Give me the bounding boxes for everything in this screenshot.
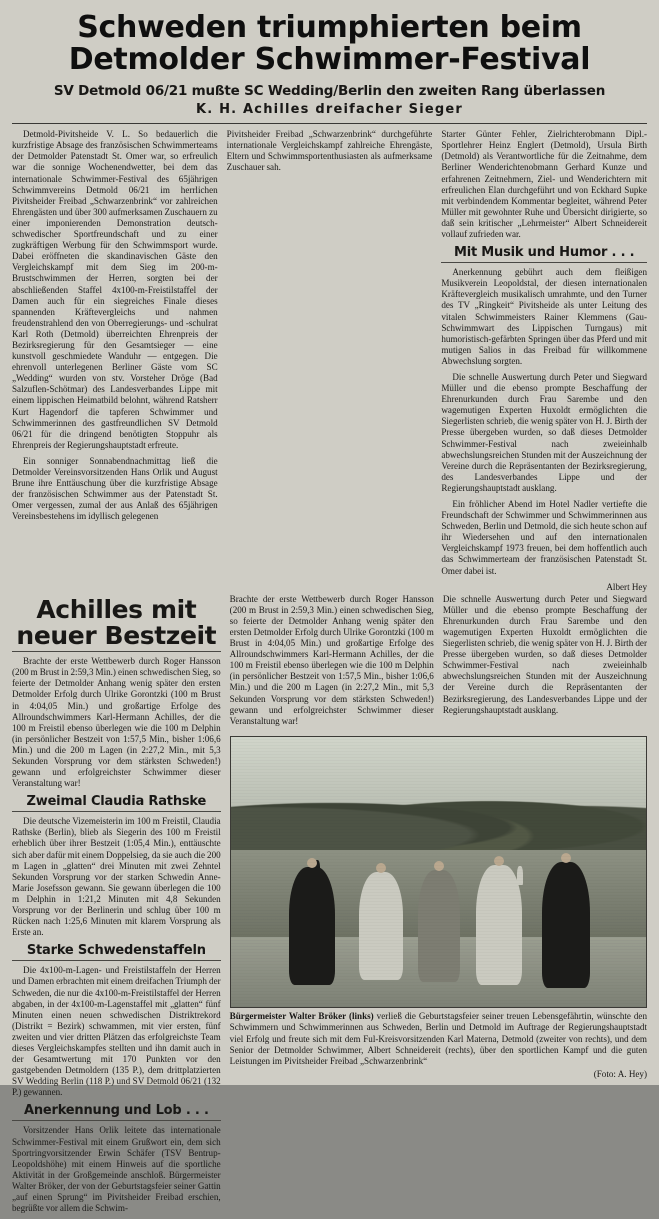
subheadline-2: K. H. Achilles dreifacher Sieger (195, 102, 464, 118)
photo-image (230, 736, 647, 1008)
lead-paragraph-2: Ein sonniger Sonnabendnachmittag ließ die Detmolder Vereinsvorsitzenden Hans Orlik und August Brune ihre Enttäuschung über die kurzfristige Absage der französischen Schwimmer aus der Patenstadt St. Omer vergessen, zumal der aus Anlaß des 65jährigen Vereinsbestehens im idyllisch gelegenen (12, 455, 218, 522)
lower-column-3 (443, 594, 647, 732)
lead-paragraph-3: Pivitsheider Freibad „Schwarzenbrink“ durchgeführte internationale Vergleichskampf zahlreiche Ehrengäste, Eltern und Schwimmsportenthusiasten als aufmerksame Zuschauer sah. (226, 129, 433, 173)
section-title-staffeln: Starke Schwedenstaffeln (26, 943, 206, 959)
photo-person-4-head (494, 856, 504, 866)
photo-trees (231, 785, 646, 855)
section-title-rathske: Zweimal Claudia Rathske (26, 794, 207, 810)
photo-block (230, 736, 647, 1080)
lead-columns (12, 129, 647, 591)
photo-credit: (Foto: A. Hey) (593, 1068, 647, 1079)
photo-person-1-head (307, 858, 317, 868)
lead-paragraph-1: Detmold-Pivitsheide V. L. So bedauerlich die kurzfristige Absage des französischen Schwimmerteams der Detmolder Patenstadt St. Omer war, so erfreulich war die sonnige Wochenendwetter, bei dem das internationale Schwimmer-Festival des 65jährigen Schwimmvereins Detmold 06/21 im herrlichen Pivitsheider Freibad „Schwarzenbrink“ vor zahlreichen Ehrengästen und über 300 aufmerksamen Zuschauern zu einer imponierenden Demonstration deutsch-schwedischer Sportfreundschaft und zu einer zugkräftigen Werbung für den Schwimmsport wurde. Dabei eröffneten die skandinavischen Gäste den Vergleichskampf mit dem Sieg im 200-m-Brustschwimmen der Herren, sorgten bei der abschließenden Staffel 4x100-m-Freistilstaffel der Damen auch für ein siegreiches Finale dieses spannenden Kräftevergleichs und nahmen freudenstrahlend den von Oberregierungs- und -schulrat Karl Roth (Detmold) überreichten Ehrenpreis der Bezirksregierung für den Gesamtsieger — eine kunstvoll geschmiedete Wanduhr — entgegen. Die ehrenvoll unterlegenen Berliner Gäste vom SC „Wedding“ wurden von stv. Vorsteher Dröge (Bad Salzuflen-Schötmar) des Landesverbandes Lippe mit einem lippischen Heimatbild belohnt, während Ratsherr Kurt Hagendorf die tapferen Schwimmer und Schwimmerinnen des gastfreundlichen SV Detmold 06/21 für die dringend benötigten Stoppuhr als Ehrenpreis der Regierungshauptstadt erfreute. (12, 129, 218, 450)
article-byline: Albert Hey (606, 581, 648, 592)
photo-caption-lead: Bürgermeister Walter Bröker (links) (229, 1010, 374, 1021)
music-humor-paragraph-1: Anerkennung gebührt auch dem fleißigen Musikverein Leopoldstal, der diesen internationalen Kräftevergleich musikalisch umrahmte, und den Turner des TV „Ringkeit“ Pivitsheide als unter Leitung des vitalen Schwimmeisters Rainer Klemmens (Gau-Schwimmwart des Lippischen Turngaus) mit humoristisch-gefärbten Springen über das Pferd und mit mutigen Salios in das Freibad für willkommene Abwechslung sorgten. (441, 267, 648, 366)
anerkennung-paragraph-1: Vorsitzender Hans Orlik leitete das internationale Schwimmer-Festival mit einem Grußwort ein, dem sich Sportringvorsitzender Erwin Schäfer (TSV Bentrup-Leopoldshöhe) mit einem Hinweis auf die sportliche Aktivität in der Großgemeinde anschloß. Bürgermeister Walter Bröker, der von der Geburtstagsfeier seiner Gattin „auf einen Sprung“ im Pivitsheider Freibad erschien, begrüßte vor allem die Schwim- (12, 1125, 221, 1214)
achilles-paragraph-1: Brachte der erste Wettbewerb durch Roger Hansson (200 m Brust in 2:59,3 Min.) einen schwedischen Sieg, so feierte der Detmolder Anhang wenig später den ersten Detmolder Erfolg durch Ulrike Gorontzki (100 m Brust in 4:04,05 Min.) und großartige Erfolge des Allroundschwimmers Karl-Hermann Achilles, der die 100 m Freistil ebenso überlegen wie die 100 m Delphin (in persönlicher Bestzeit von 1:57,5 Min., bisher 1:06,6 Min.) und die 200 m Lagen (in 2:27,2 Min., mit 5,3 Sekunden Vorsprung vor dem stärksten Schweden!) gewann und erfolgreichster Schwimmer dieser Veranstaltung war! (12, 656, 221, 789)
photo-caption (230, 1011, 647, 1080)
lead-paragraph-4: Starter Günter Fehler, Zielrichterobmann Dipl.-Sportlehrer Heinz Englert (Detmold), Ursula Birth (Detmold) als Verantwortliche für die Zeitnahme, dem Berliner Wenderichtenobmann Gerhard Kunze und erfahrenen Zeitnehmern, Ziel- und Wenderichtern mit erfreulichen Elan durchgeführt und von Eckhard Supke mit verbindendem Kommentar begleitet, während Peter Müller mit gewohnter Ruhe und Übersicht dirigierte, so daß sein kritischer „Lehrmeister“ Albert Schneidereit vollauf zufrieden war. (441, 129, 648, 240)
photo-person-5 (542, 862, 590, 988)
headline-line-1: Schweden triumphierten beim (77, 10, 582, 45)
lower-right-text-row (230, 594, 647, 732)
photo-person-3 (418, 870, 460, 982)
rathske-paragraph-1: Die deutsche Vizemeisterin im 100 m Freistil, Claudia Rathske (Berlin), blieb als Siegerin des 100 m Freistil erheblich über ihrer Bestzeit (1:05,4 Min.), enttäuschte sich aber dafür mit einem Doppelsieg, da sie auch die 200 m Lagen in „glatten“ drei Minuten mit zwei Zehntel Sekunden Vorsprung vor der starken Schwedin Anne-Marie Josefsson gewann. Sie gewann überlegen die 100 m Delphin in 1:21,2 Minuten mit 4,8 Sekunden Vorsprung vor der Berlinerin und schlug über 100 m Rücken nach 1:25,6 Minuten mit klarem Vorsprung als Erste an. (12, 816, 221, 938)
photo-caption-text: verließ die Geburtstagsfeier seiner treuen Lebensgefährtin, wünschte den Schwimmern und Schwimmerinnen aus Schweden, Berlin und Detmold im Auftrage der Regierungshauptstadt viel Erfolg und freute sich mit dem Ful-Kreisvorsitzenden Karl Materna, Detmold (zweiter von rechts), und dem Senior der Detmolder Schwimmer, Albert Schneidereit (rechts), über den sportlichen Kampf und die guten Leistungen im Pivitsheider Freibad „Schwarzenbrink“ (229, 1010, 647, 1067)
anerkennung-divider (12, 1120, 221, 1121)
photo-background-figure-2 (517, 866, 523, 885)
staffeln-paragraph-1: Die 4x100-m-Lagen- und Freistilstaffeln der Herren und Damen erbrachten mit einem dreifachen Triumph der Schweden, die nur die 4x100-m-Freistilstaffel der Herren abgaben, in der 4x100-m-Lagenstaffel mit „glatten“ fünf Minuten einen neuen schwedischen Distriktrekord (Distrikt = Bezirk) schwammen, mit vier ersten, fünf zweiten und vier dritten Plätzen das erfolgreichste Team dieses Vergleichskampfes stellten und ihn damit auch in der Gesamtwertung mit 170 Punkten vor den gastgebenden Detmoldern (135 P.), dem drittplatzierten SV Wedding Berlin (118 P.) und SV Detmold 06/21 (132 P.) gewannen. (12, 965, 221, 1098)
lower-column-2 (230, 594, 434, 732)
lower-zone (12, 594, 647, 1219)
achilles-continuation: Brachte der erste Wettbewerb durch Roger Hansson (200 m Brust in 2:59,3 Min.) einen schwedischen Sieg, so feierte der Detmolder Anhang wenig später den ersten Detmolder Erfolg durch Ulrike Gorontzki (100 m Brust in 4:04,05 Min.) und großartige Erfolge des Allroundschwimmers Karl-Hermann Achilles, der die 100 m Freistil ebenso überlegen wie die 100 m Delphin (in persönlicher Bestzeit von 1:57,5 Min., bisher 1:06,6 Min.) und die 200 m Lagen (in 2:27,2 Min., mit 5,3 Sekunden Vorsprung vor dem stärksten Schweden!) gewann und erfolgreichster Schwimmer dieser Veranstaltung war! (229, 593, 434, 726)
music-humor-paragraph-2: Die schnelle Auswertung durch Peter und Siegward Müller und die ebenso prompte Beschaffung der Ehrenurkunden durch Frau Sarembe und den wagemutigen Experten Huxoldt ermöglichten die Siegerlisten schrieb, die wenig später von H. J. Birth der Presse übergeben wurden, so daß dieses Detmolder Schwimmer-Festival nach zweieinhalb abwechslungsreichen Stunden mit der Auszeichnung der Vereine durch die Repräsentanten der Bezirksregierung, des Landesverbandes Lippe und der Regierungshauptstadt ausklang. (441, 371, 648, 493)
headline-line-2: Detmolder Schwimmer-Festival (68, 42, 591, 78)
staffeln-divider (12, 960, 221, 961)
lead-column-2 (227, 129, 433, 178)
photo-person-3-head (434, 861, 444, 871)
achilles-divider (12, 651, 221, 652)
photo-person-1 (289, 867, 335, 985)
music-humor-divider (441, 262, 647, 263)
lead-column-1 (12, 129, 218, 527)
headline-block (12, 12, 647, 117)
section-title-music-humor: Mit Musik und Humor . . . (453, 245, 635, 261)
photo-person-2 (359, 872, 403, 980)
music-humor-paragraph-3: Ein fröhlicher Abend im Hotel Nadler vertiefte die Freundschaft der Schwimmer und Schwimmerinnen aus Schweden, Berlin und Detmold, die sich heute schon auf ihr Wiedersehen und auf den internationalen Vergleichskampf 1973 freuen, bei dem hoffentlich auch das Schwimmerteam der französischen Patenstadt St. Omer dabei ist. (441, 499, 648, 576)
music-humor-continuation: Die schnelle Auswertung durch Peter und Siegward Müller und die ebenso prompte Beschaffung der Ehrenurkunden durch Frau Sarembe und den wagemutigen Experten Huxoldt ermöglichten die Siegerlisten schrieb, die wenig später von H. J. Birth der Presse übergeben wurden, so daß dieses Detmolder Schwimmer-Festival nach zweieinhalb abwechslungsreichen Stunden mit der Auszeichnung der Vereine durch die Repräsentanten der Bezirksregierung, des Landesverbandes Lippe und der Regierungshauptstadt ausklang. (442, 593, 647, 715)
photo-person-2-head (376, 863, 386, 873)
lower-right-block (230, 594, 647, 1080)
headline-divider (12, 123, 647, 124)
main-headline (12, 12, 647, 76)
subheadline-1: SV Detmold 06/21 mußte SC Wedding/Berlin den zweiten Rang überlassen (53, 83, 606, 100)
lead-column-3 (441, 129, 647, 591)
photo-person-5-head (561, 853, 571, 863)
photo-person-4 (476, 865, 522, 985)
lower-column-1 (12, 594, 221, 1219)
secondary-headline: Achilles mit neuer Bestzeit (16, 594, 217, 650)
section-title-anerkennung: Anerkennung und Lob . . . (23, 1103, 209, 1119)
rathske-divider (12, 811, 221, 812)
